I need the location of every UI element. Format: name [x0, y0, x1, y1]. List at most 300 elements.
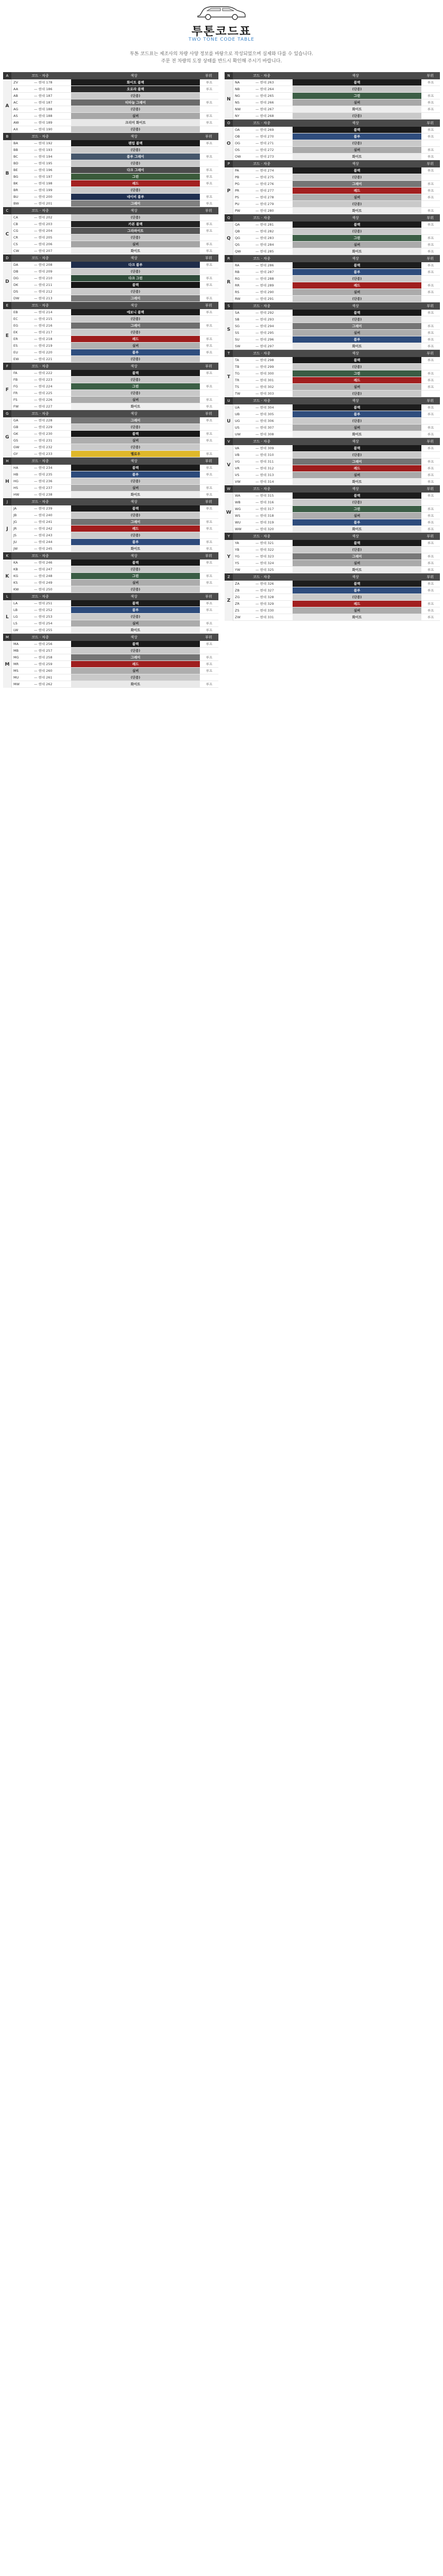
- car-model: — 현대 199: [34, 188, 53, 192]
- color-code: FA: [13, 371, 18, 375]
- section-letter: O: [225, 127, 233, 160]
- car-model: — 현대 202: [34, 215, 53, 219]
- paint-part: 루프: [206, 642, 213, 646]
- paint-part: [200, 126, 218, 132]
- car-model: — 현대 267: [255, 107, 274, 111]
- car-model: — 현대 277: [255, 189, 274, 193]
- color-code: PR: [235, 189, 240, 193]
- paint-part: [200, 444, 218, 450]
- rows: [12, 370, 218, 410]
- car-model: — 현대 272: [255, 148, 274, 152]
- header-part: 부위: [427, 257, 434, 261]
- car-model: — 현대 224: [34, 384, 53, 388]
- header-code: 코드 · 차종: [253, 439, 270, 444]
- paint-part: 루프: [206, 114, 213, 118]
- color-code: TB: [235, 365, 240, 369]
- color-code: YB: [235, 548, 240, 552]
- table-row: [12, 309, 218, 316]
- paint-part: [200, 160, 218, 166]
- color-code: BR: [13, 188, 18, 192]
- car-model: — 현대 301: [255, 378, 274, 382]
- car-model: — 현대 278: [255, 195, 274, 199]
- section-t: [225, 350, 440, 397]
- car-model: — 현대 193: [34, 148, 53, 152]
- car-model: — 현대 276: [255, 182, 274, 186]
- car-model: — 현대 279: [255, 202, 274, 206]
- paint-part: 루프: [206, 527, 213, 531]
- rows: [233, 167, 440, 214]
- color-swatch: 실버: [71, 580, 200, 586]
- header-part: 부위: [205, 500, 212, 504]
- table-row: [233, 181, 440, 188]
- car-model: — 현대 186: [34, 87, 53, 91]
- paint-part: 루프: [206, 655, 213, 659]
- color-code: RW: [235, 297, 241, 301]
- color-swatch: 실버: [293, 194, 421, 200]
- table-row: [233, 513, 440, 519]
- header-code: 코드 · 차종: [253, 534, 270, 538]
- color-swatch: (단종): [293, 201, 421, 207]
- table-row: [233, 99, 440, 106]
- header-color: 색상: [352, 351, 359, 355]
- color-swatch: 그레이: [71, 323, 200, 329]
- color-code: ZV: [13, 80, 18, 84]
- section-header: [225, 302, 440, 310]
- header-color: 색상: [352, 162, 359, 166]
- section-letter: P: [225, 167, 233, 214]
- paint-part: 루프: [206, 310, 213, 314]
- header-color: 색상: [130, 74, 138, 78]
- color-swatch: 화이트: [71, 681, 200, 687]
- paint-part: 루프: [427, 324, 434, 328]
- paint-part: 루프: [427, 148, 434, 152]
- header-color: 색상: [130, 412, 138, 416]
- color-code: EU: [13, 350, 18, 354]
- paint-part: 루프: [206, 418, 213, 422]
- paint-part: [421, 86, 440, 92]
- section-n: [225, 72, 440, 120]
- table-row: [233, 167, 440, 174]
- section-letter: V: [225, 445, 233, 485]
- paint-part: 루프: [427, 466, 434, 470]
- car-model: — 현대 209: [34, 269, 53, 274]
- car-model: — 현대 325: [255, 568, 274, 572]
- header-code: 코드 · 차종: [31, 134, 49, 139]
- car-model: — 현대 271: [255, 141, 274, 145]
- car-model: — 현대 290: [255, 290, 274, 294]
- color-swatch: 다크 그레이: [71, 167, 200, 173]
- table-row: [12, 620, 218, 627]
- header-code: 코드 · 차종: [31, 303, 49, 308]
- color-swatch: 화이트: [71, 492, 200, 498]
- paint-part: [421, 391, 440, 397]
- section-v: [225, 438, 440, 485]
- paint-part: 루프: [427, 473, 434, 477]
- color-swatch: 블랙: [71, 431, 200, 437]
- table-row: [233, 147, 440, 154]
- color-swatch: 블랙: [293, 445, 421, 451]
- color-swatch: 화이트: [293, 154, 421, 160]
- car-model: — 현대 284: [255, 243, 274, 247]
- paint-part: 루프: [427, 290, 434, 294]
- header-color: 색상: [352, 216, 359, 220]
- color-swatch: 네이비 블루: [71, 194, 200, 200]
- header-letter: R: [225, 255, 233, 262]
- paint-part: 루프: [206, 263, 213, 267]
- page-title: 투톤코드표: [191, 25, 252, 38]
- paint-part: 루프: [427, 371, 434, 376]
- car-model: — 현대 285: [255, 249, 274, 253]
- table-row: [12, 187, 218, 194]
- section-k: [3, 552, 218, 593]
- color-swatch: (단종): [71, 478, 200, 484]
- color-code: FG: [13, 384, 18, 388]
- car-model: — 현대 266: [255, 100, 274, 105]
- car-model: — 현대 331: [255, 615, 274, 619]
- table-row: [12, 356, 218, 363]
- car-model: — 현대 233: [34, 452, 53, 456]
- color-swatch: 팬텀 블랙: [71, 140, 200, 146]
- table-row: [12, 289, 218, 295]
- table-row: [12, 126, 218, 133]
- car-model: — 현대 259: [34, 662, 53, 666]
- color-swatch: 화이트: [71, 627, 200, 633]
- color-swatch: (단종): [71, 106, 200, 112]
- color-swatch: 실버: [293, 513, 421, 519]
- color-swatch: 블랙: [293, 167, 421, 174]
- paint-part: 루프: [206, 141, 213, 145]
- header-part: 부위: [205, 459, 212, 463]
- color-swatch: 블랙: [293, 310, 421, 316]
- color-swatch: 그레이: [71, 519, 200, 525]
- table-row: [12, 268, 218, 275]
- color-swatch: 레드: [293, 282, 421, 289]
- paint-part: 루프: [206, 682, 213, 686]
- paint-part: 루프: [206, 384, 213, 388]
- table-row: [233, 208, 440, 214]
- header-letter: E: [3, 302, 11, 309]
- color-code: KW: [13, 587, 19, 591]
- rows: [12, 505, 218, 552]
- table-row: [12, 573, 218, 580]
- paint-part: 루프: [206, 432, 213, 436]
- section-r: [225, 255, 440, 302]
- paint-part: 루프: [427, 527, 434, 531]
- color-code: GY: [13, 452, 18, 456]
- color-code: WU: [235, 520, 241, 524]
- car-model: — 현대 206: [34, 242, 53, 246]
- color-code: PU: [235, 202, 240, 206]
- car-model: — 현대 255: [34, 628, 53, 632]
- color-swatch: 실버: [71, 437, 200, 444]
- color-code: BG: [13, 175, 19, 179]
- section-body: [3, 417, 218, 457]
- color-swatch: (단종): [71, 356, 200, 362]
- section-body: [3, 214, 218, 255]
- table-row: [12, 661, 218, 668]
- header-code: 코드 · 차종: [31, 74, 49, 78]
- color-swatch: 블루: [71, 349, 200, 355]
- section-letter: Y: [225, 540, 233, 573]
- table-row: [233, 133, 440, 140]
- color-swatch: (단종): [71, 444, 200, 450]
- section-m: [3, 634, 218, 688]
- table-row: [233, 601, 440, 607]
- paint-part: 루프: [206, 493, 213, 497]
- table-row: [12, 106, 218, 113]
- table-row: [233, 154, 440, 160]
- table-row: [12, 451, 218, 457]
- car-model: — 현대 288: [255, 277, 274, 281]
- paint-part: 루프: [206, 506, 213, 511]
- table-row: [12, 526, 218, 532]
- car-model: — 현대 307: [255, 426, 274, 430]
- rows: [233, 404, 440, 438]
- paint-part: 루프: [427, 344, 434, 348]
- color-swatch: 레드: [293, 188, 421, 194]
- table-row: [233, 194, 440, 201]
- car-model: — 현대 243: [34, 533, 53, 537]
- section-header: [3, 593, 218, 600]
- header-code: 코드 · 차종: [253, 304, 270, 308]
- color-swatch: 그레이: [71, 200, 200, 207]
- table-row: [12, 93, 218, 99]
- color-code: GW: [13, 445, 20, 449]
- color-code: JW: [13, 547, 18, 551]
- header-letter: M: [3, 634, 11, 641]
- paint-part: 루프: [427, 608, 434, 613]
- color-swatch: (단종): [293, 364, 421, 370]
- paint-part: 루프: [206, 520, 213, 524]
- color-swatch: (단종): [71, 512, 200, 518]
- section-header: [225, 350, 440, 357]
- color-code: TR: [235, 378, 240, 382]
- car-model: — 현대 318: [255, 514, 274, 518]
- header-color: 색상: [130, 364, 138, 368]
- header-code: 코드 · 차종: [253, 575, 270, 579]
- rows: [233, 493, 440, 533]
- color-swatch: 블랙: [71, 641, 200, 647]
- header-letter: Q: [225, 214, 233, 222]
- paint-part: 루프: [206, 574, 213, 578]
- color-code: VA: [235, 446, 240, 450]
- color-code: US: [235, 426, 240, 430]
- car-model: — 현대 205: [34, 235, 53, 240]
- paint-part: [200, 586, 218, 592]
- color-code: DG: [13, 276, 19, 280]
- color-swatch: 실버: [293, 560, 421, 566]
- paint-part: [421, 113, 440, 119]
- table-row: [233, 127, 440, 133]
- section-header: [225, 397, 440, 404]
- color-swatch: 실버: [293, 99, 421, 106]
- paint-part: 루프: [427, 243, 434, 247]
- header-letter: U: [225, 397, 233, 404]
- table-row: [12, 586, 218, 593]
- color-code: UG: [235, 419, 240, 423]
- color-swatch: 실버: [293, 330, 421, 336]
- paint-part: 루프: [427, 209, 434, 213]
- color-swatch: 옐로우: [71, 451, 200, 457]
- color-swatch: 그레이: [71, 295, 200, 301]
- car-model: — 현대 241: [34, 520, 53, 524]
- color-swatch: 블루: [71, 607, 200, 613]
- table-row: [12, 275, 218, 282]
- color-code: MA: [13, 642, 19, 646]
- car-model: — 현대 195: [34, 161, 53, 165]
- table-row: [233, 86, 440, 93]
- section-letter: F: [3, 370, 12, 410]
- table-row: [12, 607, 218, 614]
- header-part: 부위: [205, 74, 212, 78]
- paint-part: [421, 174, 440, 180]
- color-swatch: (단종): [293, 174, 421, 180]
- color-swatch: 그레이: [293, 553, 421, 560]
- color-code: NB: [235, 87, 240, 91]
- color-code: WS: [235, 514, 241, 518]
- table-row: [12, 681, 218, 688]
- color-swatch: 레드: [293, 377, 421, 383]
- paint-part: 루프: [206, 344, 213, 348]
- color-code: AS: [13, 114, 18, 118]
- section-header: [3, 410, 218, 417]
- color-code: PS: [235, 195, 240, 199]
- color-swatch: 그린: [293, 93, 421, 99]
- color-code: SS: [235, 331, 240, 335]
- section-body: [225, 79, 440, 120]
- color-code: UB: [235, 412, 240, 416]
- header-part: 부위: [427, 399, 434, 403]
- color-code: ZS: [235, 608, 240, 613]
- table-row: [12, 349, 218, 356]
- table-row: [233, 370, 440, 377]
- section-header: [3, 302, 218, 309]
- section-header: [3, 634, 218, 641]
- table-row: [12, 180, 218, 187]
- header-letter: P: [225, 160, 233, 167]
- header-part: 부위: [205, 554, 212, 558]
- color-swatch: (단종): [71, 674, 200, 681]
- header-color: 색상: [352, 534, 359, 538]
- car-model: — 현대 286: [255, 263, 274, 267]
- color-swatch: 오로라 블랙: [71, 86, 200, 92]
- color-code: YG: [235, 554, 240, 558]
- color-code: SG: [235, 324, 240, 328]
- color-code: CA: [13, 215, 18, 219]
- color-swatch: 카본 블랙: [71, 221, 200, 227]
- color-code: BE: [13, 168, 18, 172]
- table-row: [12, 539, 218, 546]
- color-code: CB: [13, 222, 18, 226]
- paint-part: [200, 390, 218, 396]
- color-code: RA: [235, 263, 240, 267]
- color-code: BD: [13, 161, 19, 165]
- color-swatch: (단종): [293, 228, 421, 234]
- car-model: — 현대 227: [34, 404, 53, 409]
- table-row: [12, 343, 218, 349]
- color-code: HG: [13, 479, 19, 483]
- color-code: PA: [235, 168, 239, 173]
- color-swatch: 블루: [293, 587, 421, 594]
- color-swatch: (단종): [71, 614, 200, 620]
- color-code: BU: [13, 195, 19, 199]
- color-code: FB: [13, 378, 18, 382]
- color-code: WW: [235, 527, 242, 531]
- header-letter: Y: [225, 533, 233, 540]
- paint-part: 루프: [427, 236, 434, 240]
- paint-part: 루프: [206, 100, 213, 105]
- car-model: — 현대 190: [34, 127, 53, 131]
- table-row: [233, 404, 440, 411]
- color-code: PG: [235, 182, 240, 186]
- table-row: [12, 248, 218, 255]
- color-code: WG: [235, 507, 241, 511]
- car-model: — 현대 208: [34, 263, 53, 267]
- section-body: [225, 222, 440, 255]
- section-header: [225, 120, 440, 127]
- car-model: — 현대 217: [34, 330, 53, 334]
- color-code: KA: [13, 561, 18, 565]
- car-model: — 현대 289: [255, 283, 274, 287]
- table-row: [12, 241, 218, 248]
- table-row: [12, 431, 218, 437]
- table-row: [233, 174, 440, 181]
- rows: [12, 214, 218, 255]
- car-model: — 현대 213: [34, 296, 53, 300]
- table-row: [233, 316, 440, 323]
- table-row: [233, 262, 440, 269]
- color-swatch: (단종): [293, 316, 421, 323]
- table-row: [12, 336, 218, 343]
- section-body: [225, 581, 440, 621]
- rows: [233, 79, 440, 120]
- color-swatch: (단종): [293, 594, 421, 600]
- header-code: 코드 · 차종: [31, 459, 49, 463]
- color-swatch: 블랙: [71, 282, 200, 288]
- section-body: [225, 404, 440, 438]
- car-model: — 현대 309: [255, 446, 274, 450]
- color-swatch: 블랙: [293, 540, 421, 546]
- paint-part: 루프: [427, 520, 434, 524]
- car-model: — 현대 212: [34, 290, 53, 294]
- table-row: [12, 228, 218, 234]
- car-model: — 현대 295: [255, 331, 274, 335]
- section-header: [3, 133, 218, 140]
- color-swatch: (단종): [71, 268, 200, 275]
- color-code: HW: [13, 493, 20, 497]
- paint-part: 루프: [206, 155, 213, 159]
- paint-part: 루프: [427, 460, 434, 464]
- color-code: SW: [235, 344, 241, 348]
- header-part: 부위: [205, 134, 212, 139]
- section-header: [225, 72, 440, 79]
- section-letter: L: [3, 600, 12, 634]
- table-row: [233, 188, 440, 194]
- rows: [233, 581, 440, 621]
- paint-part: 루프: [427, 223, 434, 227]
- right-column: [225, 72, 440, 621]
- color-code: TA: [235, 358, 239, 362]
- color-code: ES: [13, 344, 18, 348]
- section-letter: M: [3, 641, 12, 688]
- paint-part: 루프: [427, 588, 434, 592]
- color-swatch: 블랙: [293, 222, 421, 228]
- car-model: — 현대 265: [255, 94, 274, 98]
- color-swatch: 블랙: [293, 79, 421, 86]
- header-letter: V: [225, 438, 233, 445]
- color-swatch: 실버: [293, 242, 421, 248]
- paint-part: [200, 674, 218, 681]
